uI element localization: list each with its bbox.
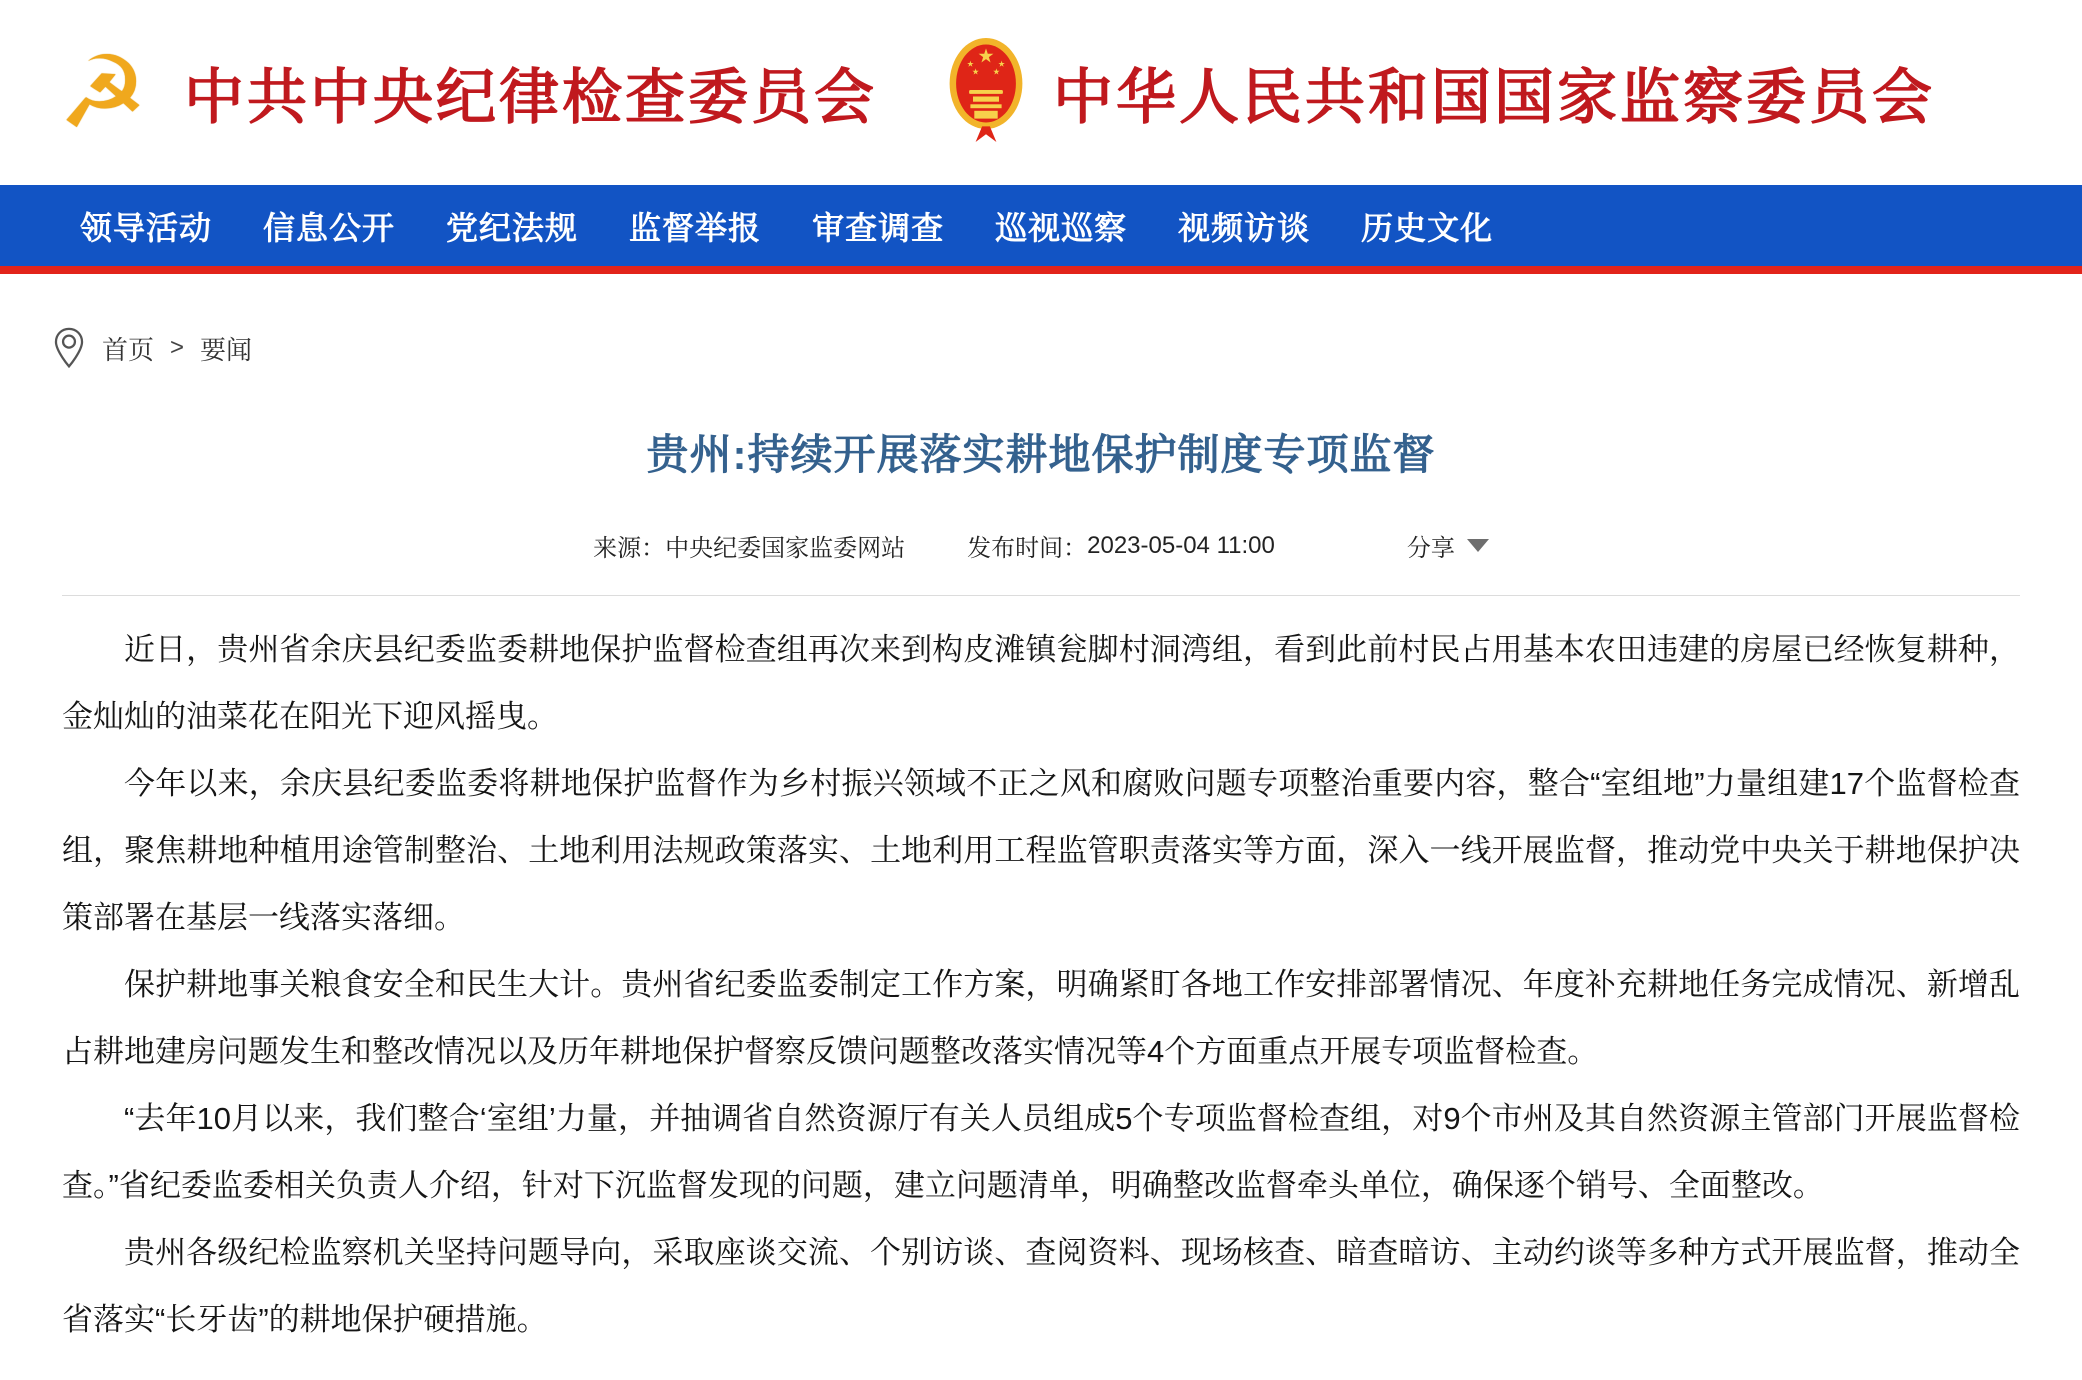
meta-source — [593, 528, 905, 563]
breadcrumb — [52, 326, 2082, 370]
article — [0, 422, 2082, 1353]
nav-item-history-culture[interactable]: 历史文化 — [1361, 209, 1494, 246]
location-pin-icon — [52, 326, 86, 370]
nav-red-strip — [0, 266, 2082, 274]
party-emblem-icon: ☭ — [58, 36, 148, 149]
nav-item-video-interview[interactable]: 视频访谈 — [1178, 209, 1311, 246]
article-title: 贵州:持续开展落实耕地保护制度专项监督 — [646, 431, 1436, 478]
share-button[interactable] — [1407, 528, 1489, 563]
ccdi-title: 中共中央纪律检查委员会 — [184, 63, 877, 131]
nav-item-info-disclosure[interactable]: 信息公开 — [263, 209, 396, 246]
nav-item-review-investigation[interactable]: 审查调查 — [812, 209, 945, 246]
brand-ccdi[interactable] — [48, 36, 877, 149]
publish-time-label: 发布时间： — [967, 535, 1088, 562]
nsc-title: 中华人民共和国国家监察委员会 — [1053, 63, 1935, 131]
article-body — [62, 596, 2020, 1353]
paragraph-5: 贵州各级纪检监察机关坚持问题导向，采取座谈交流、个别访谈、查阅资料、现场核查、暗查暗访、主动约谈等多种方式开展监督，推动全省落实“长牙齿”的耕地保护硬措施。 — [62, 1235, 2020, 1337]
nav-item-supervision-report[interactable]: 监督举报 — [629, 209, 762, 246]
site-header — [0, 0, 2082, 185]
paragraph-1: 近日，贵州省余庆县纪委监委耕地保护监督检查组再次来到构皮滩镇瓮脚村洞湾组，看到此前村民占用基本农田违建的房屋已经恢复耕种，金灿灿的油菜花在阳光下迎风摇曳。 — [62, 632, 2020, 734]
nav-item-inspection-tour[interactable]: 巡视巡察 — [995, 209, 1128, 246]
breadcrumb-separator: > — [170, 334, 185, 361]
source-label: 来源： — [593, 535, 666, 562]
article-meta — [62, 528, 2020, 563]
paragraph-4: “去年10月以来，我们整合‘室组’力量，并抽调省自然资源厅有关人员组成5个专项监督检查组，对9个市州及其自然资源主管部门开展监督检查。”省纪委监委相关负责人介绍，针对下沉监督发现的问题，建立问题清单，明确整改监督牵头单位，确保逐个销号、全面整改。 — [62, 1101, 2020, 1203]
nav-item-party-discipline[interactable]: 党纪法规 — [446, 209, 579, 246]
meta-publish-time — [967, 528, 1275, 563]
breadcrumb-home-link[interactable]: 首页 — [102, 334, 155, 365]
publish-time-value: 2023-05-04 11:00 — [1087, 531, 1275, 559]
nav-item-leader-activities[interactable]: 领导活动 — [80, 209, 213, 246]
breadcrumb-current-link[interactable]: 要闻 — [200, 334, 253, 365]
source-value: 中央纪委国家监委网站 — [665, 535, 906, 562]
main-nav — [0, 185, 2082, 266]
paragraph-3: 保护耕地事关粮食安全和民生大计。贵州省纪委监委制定工作方案，明确紧盯各地工作安排部署情况、年度补充耕地任务完成情况、新增乱占耕地建房问题发生和整改情况以及历年耕地保护督察反馈问题整改落实情况等4个方面重点开展专项监督检查。 — [62, 967, 2020, 1069]
chevron-down-icon — [1467, 539, 1489, 552]
national-emblem-icon — [947, 35, 1025, 150]
share-label: 分享 — [1406, 535, 1455, 562]
brand-nsc[interactable] — [947, 35, 1935, 150]
paragraph-2: 今年以来，余庆县纪委监委将耕地保护监督作为乡村振兴领域不正之风和腐败问题专项整治重要内容，整合“室组地”力量组建17个监督检查组，聚焦耕地种植用途管制整治、土地利用法规政策落实、土地利用工程监管职责落实等方面，深入一线开展监督，推动党中央关于耕地保护决策部署在基层一线落实落细。 — [62, 766, 2020, 935]
